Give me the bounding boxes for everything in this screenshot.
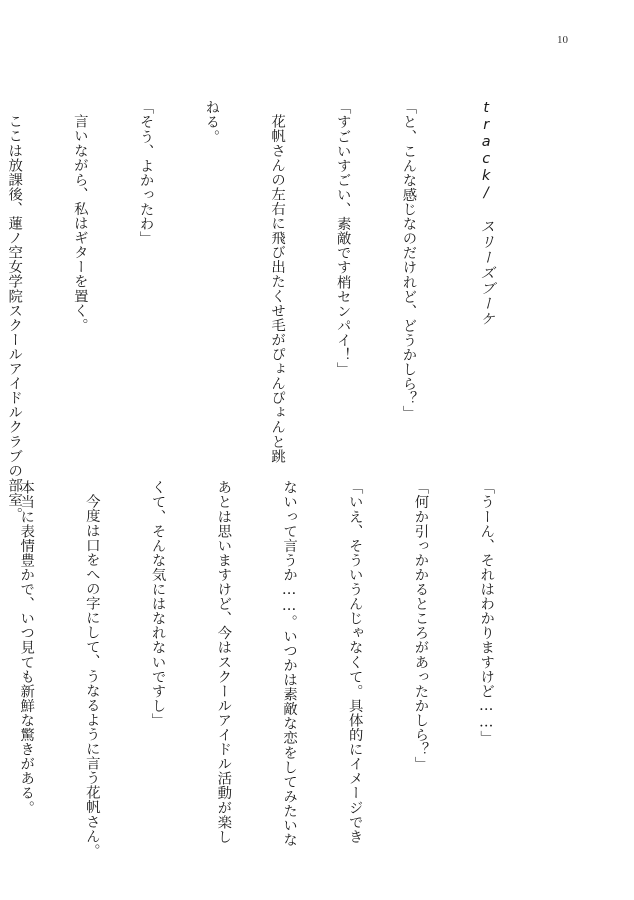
text-line: 「いえ、そういうんじゃなくて。具体的にイメージでき [346,480,363,844]
upper-text-block [6,100,540,522]
text-line: 本当に表情豊かで、いつ見ても新鮮な驚きがある。 [18,480,35,815]
text-line: 「と、こんな感じなのだけれど、どうかしら？」 [400,100,417,421]
text-line: ないって言うか……。いつかは素敵な恋をしてみたいな [281,480,298,847]
text-line: 「すごいすごい、素敵です梢センパイ！」 [334,100,351,377]
text-line: あとは思いますけど、今はスクールアイドル活動が楽し [215,480,232,844]
text-line: 「何か引っかかるところがあったかしら？」 [412,480,429,771]
chapter-title: track/ スリーズブーケ [478,100,495,327]
text-line: 「そう、よかったわ」 [137,100,154,246]
text-line: 言いながら、私はギターを置く。 [71,114,88,333]
page-number: 10 [557,34,568,46]
text-line: 花帆さんの左右に飛び出たくせ毛がぴょんぴょんと跳 [269,114,286,464]
lower-text-block [18,480,540,859]
text-line: 「うーん、それはわかりますけど……」 [478,480,495,746]
text-line: ねる。 [203,100,220,144]
text-line: 今度は口をへの字にして、うなるように言う花帆さん。 [83,494,100,859]
text-line: くて、そんな気にはなれないですし」 [149,480,166,728]
text-line: ここは放課後、蓮ノ空女学院スクールアイドルクラブの部室。 [6,114,23,522]
